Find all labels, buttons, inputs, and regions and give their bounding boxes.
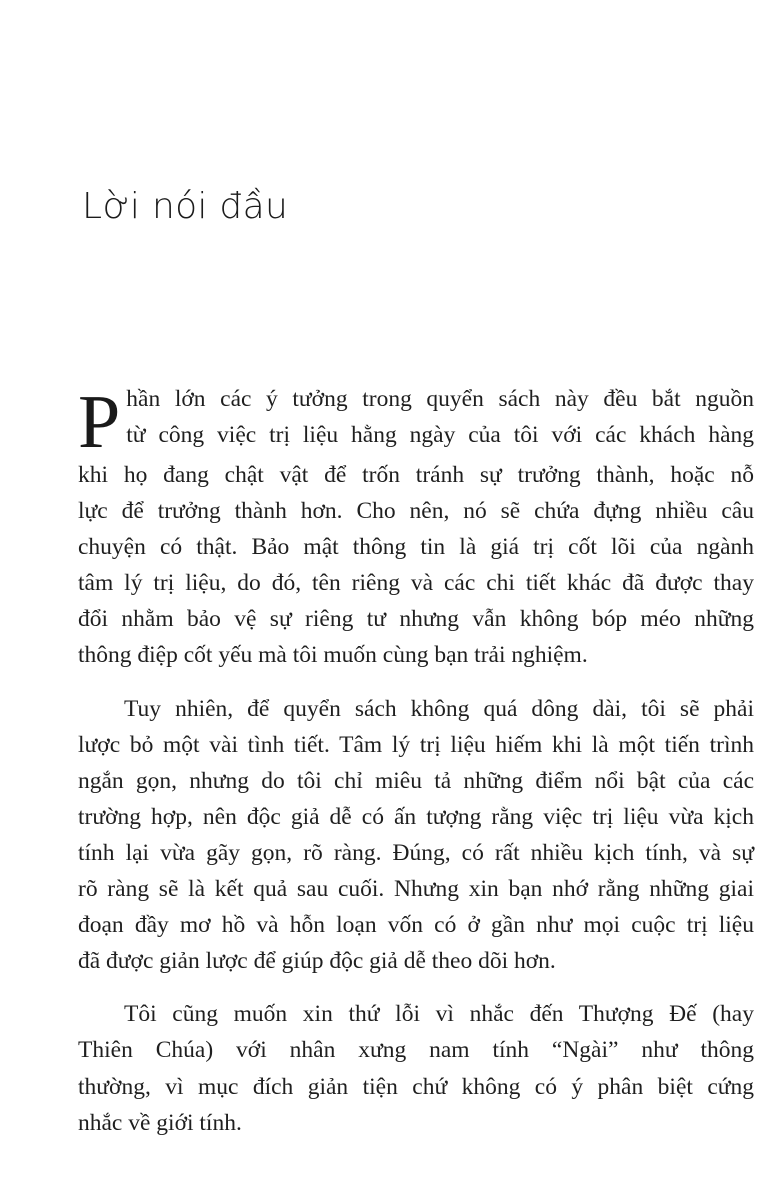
text-line: hần lớn các ý tưởng trong quyển sách này đều bắt nguồn	[126, 386, 754, 412]
text-line: ngắn gọn, nhưng do tôi chỉ miêu tả những điểm nổi bật của các	[78, 767, 754, 794]
text-line: chuyện có thật. Bảo mật thông tin là giá trị cốt lõi của ngành	[78, 534, 754, 561]
text-line: đổi nhằm bảo vệ sự riêng tư nhưng vẫn không bóp méo những	[78, 606, 754, 633]
text-line: lược bỏ một vài tình tiết. Tâm lý trị liệu hiếm khi là một tiến trình	[78, 731, 754, 758]
text-line: từ công việc trị liệu hằng ngày của tôi với các khách hàng	[126, 422, 754, 449]
text-line: thông điệp cốt yếu mà tôi muốn cùng bạn trải nghiệm.	[78, 642, 588, 669]
text-line: Thiên Chúa) với nhân xưng nam tính “Ngài” như thông	[78, 1037, 754, 1064]
text-line: đoạn đầy mơ hồ và hỗn loạn vốn có ở gần như mọi cuộc trị liệu	[78, 912, 754, 939]
drop-cap: P	[78, 380, 121, 464]
text-line: tâm lý trị liệu, do đó, tên riêng và các chi tiết khác đã được thay	[78, 570, 754, 597]
text-line: tính lại vừa gãy gọn, rõ ràng. Đúng, có rất nhiều kịch tính, và sự	[78, 839, 754, 866]
text-line: rõ ràng sẽ là kết quả sau cuối. Nhưng xin bạn nhớ rằng những giai	[78, 876, 754, 903]
paragraph-3	[78, 996, 754, 1140]
text-line: nhắc về giới tính.	[78, 1109, 242, 1136]
paragraph-2	[78, 691, 754, 980]
text-line: đã được giản lược để giúp độc giả dễ theo dõi hơn.	[78, 948, 556, 975]
text-line: khi họ đang chật vật để trốn tránh sự trưởng thành, hoặc nỗ	[78, 462, 754, 488]
text-line: Tôi cũng muốn xin thứ lỗi vì nhắc đến Thượng Đế (hay	[124, 1001, 754, 1028]
text-line: thường, vì mục đích giản tiện chứ không có ý phân biệt cứng	[78, 1073, 754, 1100]
chapter-title: Lời nói đầu	[82, 186, 289, 227]
text-line: Tuy nhiên, để quyển sách không quá dông dài, tôi sẽ phải	[124, 695, 754, 722]
body-text	[78, 381, 754, 1161]
paragraph-1	[78, 381, 754, 674]
text-line: lực để trưởng thành hơn. Cho nên, nó sẽ chứa đựng nhiều câu	[78, 498, 754, 525]
text-line: trường hợp, nên độc giả dễ có ấn tượng rằng việc trị liệu vừa kịch	[78, 803, 754, 830]
